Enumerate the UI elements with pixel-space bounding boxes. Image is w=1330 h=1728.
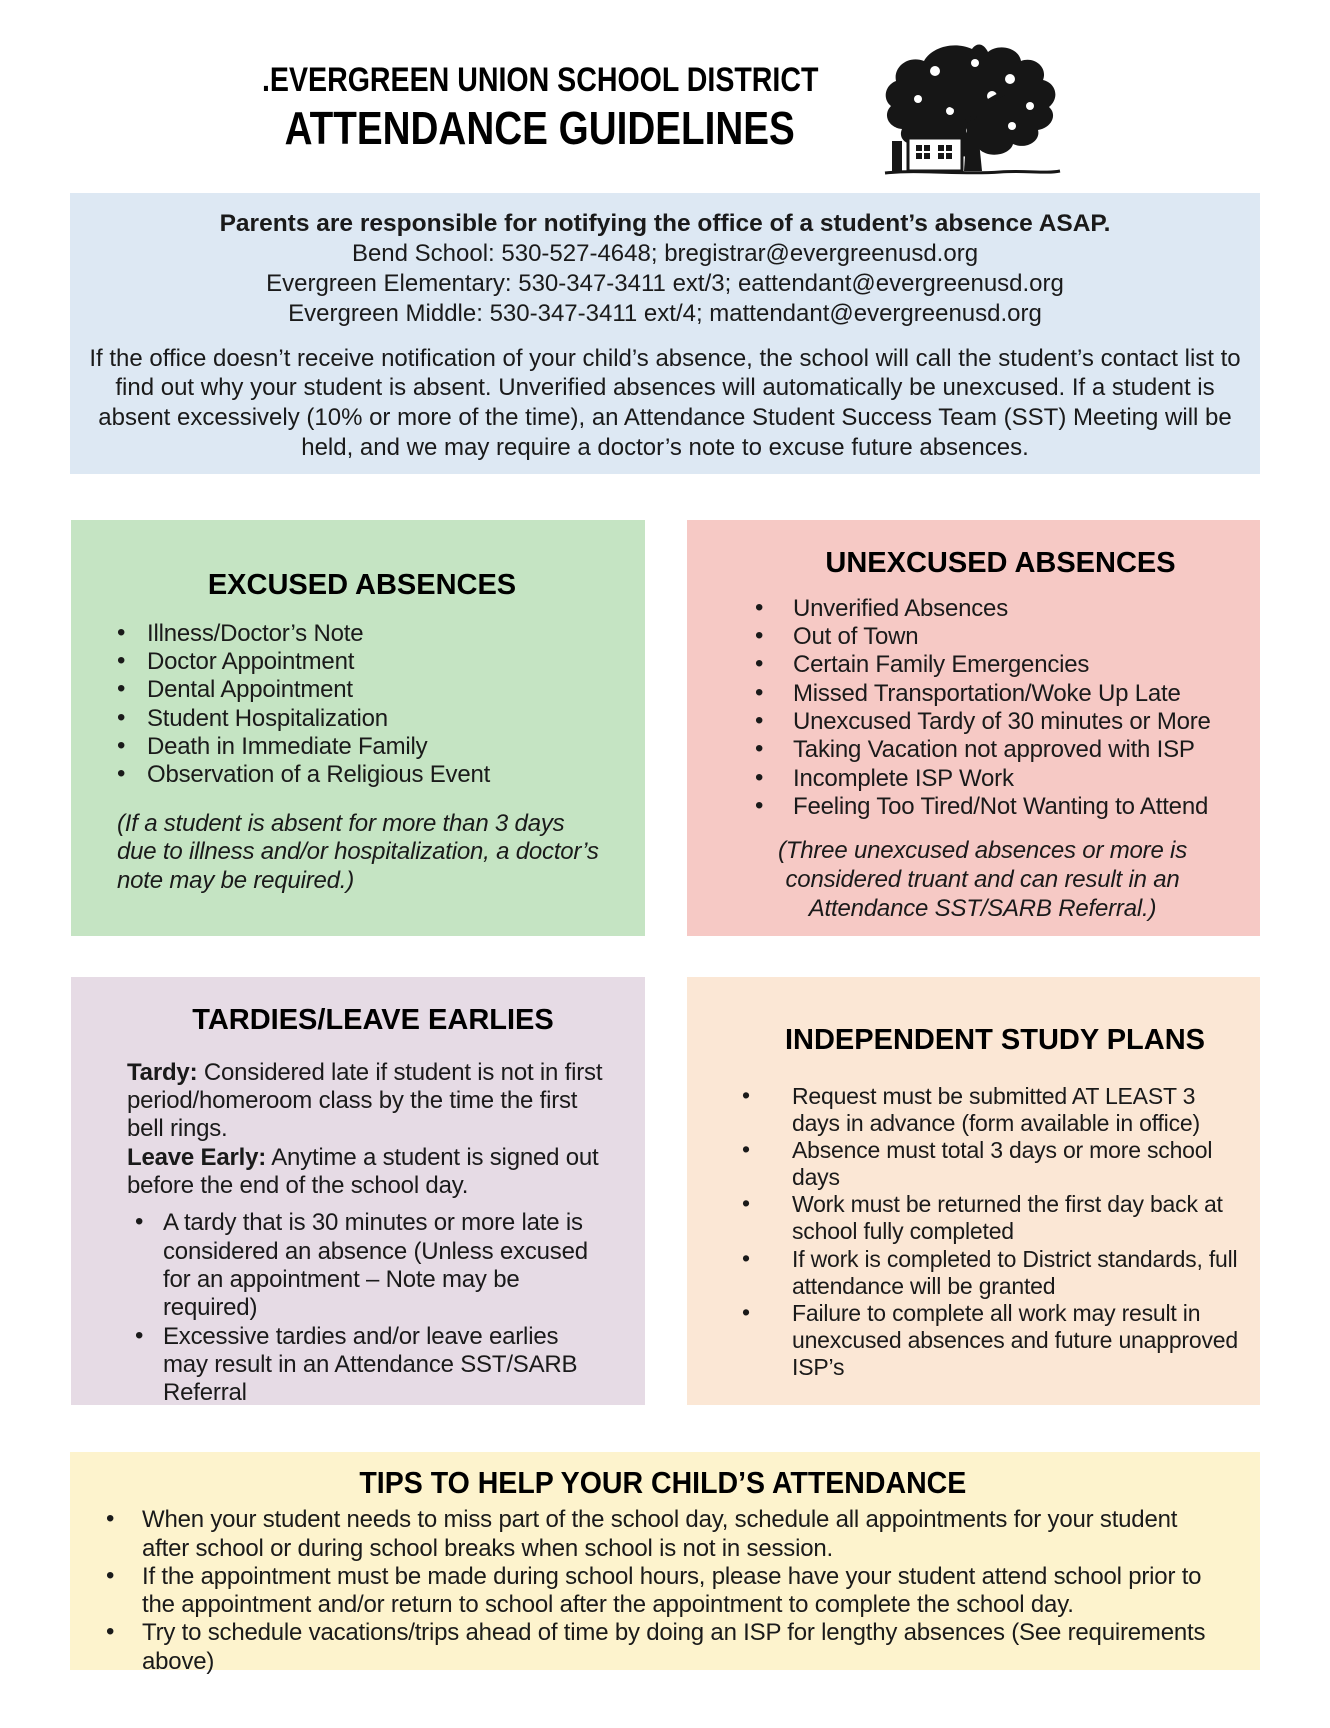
excused-item: • Observation of a Religious Event [117,761,607,789]
unexcused-item: • Out of Town [755,623,1246,651]
tardies-leave-earlies-panel [71,977,645,1405]
tardies-title: TARDIES/LEAVE EARLIES [192,1004,554,1036]
excused-item: • Illness/Doctor’s Note [117,620,607,648]
unexcused-item: • Unverified Absences [755,595,1246,623]
contact-line-middle: Evergreen Middle: 530-347-3411 ext/4; mattendant@evergreenusd.org [288,299,1042,327]
tardies-list [135,1209,619,1407]
excused-item: • Death in Immediate Family [117,733,607,761]
page-title-text: ATTENDANCE GUIDELINES [284,101,796,154]
isp-item: • Absence must total 3 days or more school days [742,1137,1248,1191]
notice-paragraph: If the office doesn’t receive notification of your child’s absence, the school will call the student’s contact list to find out why your student is absent. Unverified absences will automatically be unexcused. If a student is absent excessively (10% or more of the time), an Attendance Student Success Team (SST) Meeting will be held, and we may require a doctor’s note to excuse future absences. [89,344,1241,461]
tips-panel [70,1452,1260,1675]
excused-list [117,620,607,790]
unexcused-title: UNEXCUSED ABSENCES [825,547,1176,579]
excused-note: (If a student is absent for more than 3 days due to illness and/or hospitalization, a doctor’s note may be required.) [117,809,599,895]
leave-early-definition [127,1144,619,1201]
unexcused-item: • Unexcused Tardy of 30 minutes or More [755,708,1246,736]
excused-title: EXCUSED ABSENCES [207,569,517,601]
isp-item: • Failure to complete all work may result in unexcused absences and future unapproved ISP’s [742,1300,1248,1381]
tips-list [106,1506,1220,1676]
tips-item: • When your student needs to miss part of the school day, schedule all appointments for your student after school or during school breaks when school is not in session. [106,1506,1220,1563]
tips-title-text: TIPS TO HELP YOUR CHILD’S ATTENDANCE [359,1465,967,1500]
leave-early-term: Leave Early: [127,1143,267,1171]
tips-item: • If the appointment must be made during school hours, please have your student attend school prior to the appointment and/or return to school after the appointment to complete the school day. [106,1563,1220,1620]
leave-early-text: Anytime a student is signed out before the end of the school day. [127,1143,599,1200]
tardy-text: Considered late if student is not in first period/homeroom class by the time the first bell rings. [127,1058,603,1143]
unexcused-item: • Taking Vacation not approved with ISP [755,736,1246,764]
tardies-definitions [127,1059,619,1201]
tardy-definition [127,1059,619,1144]
isp-item: • Work must be returned the first day back at school fully completed [742,1191,1248,1245]
excused-item: • Student Hospitalization [117,705,607,733]
contact-line-bend: Bend School: 530-527-4648; bregistrar@evergreenusd.org [351,240,979,268]
tree-schoolhouse-logo-icon [880,40,1065,182]
contact-line-elementary: Evergreen Elementary: 530-347-3411 ext/3; eattendant@evergreenusd.org [266,270,1064,298]
unexcused-list [755,595,1246,822]
isp-item: • If work is completed to District standards, full attendance will be granted [742,1246,1248,1300]
notice-panel [70,193,1260,474]
isp-title: INDEPENDENT STUDY PLANS [784,1024,1206,1056]
notice-headline: Parents are responsible for notifying the office of a student’s absence ASAP. [219,210,1111,237]
excused-item: • Doctor Appointment [117,648,607,676]
excused-absences-panel [71,520,645,936]
unexcused-item: • Feeling Too Tired/Not Wanting to Attend [755,793,1246,821]
unexcused-absences-panel [687,520,1260,936]
tardies-item: • A tardy that is 30 minutes or more late is considered an absence (Unless excused for an appointment – Note may be required) [135,1209,619,1322]
tips-item: • Try to schedule vacations/trips ahead of time by doing an ISP for lengthy absences (See requirements above) [106,1619,1220,1676]
isp-item: • Request must be submitted AT LEAST 3 days in advance (form available in office) [742,1083,1248,1137]
unexcused-note: (Three unexcused absences or more is considered truant and can result in an Attendance SST/SARB Referral.) [777,837,1187,922]
district-title-text: .EVERGREEN UNION SCHOOL DISTRICT [261,61,819,99]
tips-title [106,1464,1220,1501]
independent-study-plans-panel [687,977,1260,1405]
unexcused-item: • Incomplete ISP Work [755,765,1246,793]
unexcused-item: • Certain Family Emergencies [755,651,1246,679]
tardies-item: • Excessive tardies and/or leave earlies may result in an Attendance SST/SARB Referral [135,1323,619,1408]
excused-item: • Dental Appointment [117,676,607,704]
tardy-term: Tardy: [127,1058,198,1086]
unexcused-item: • Missed Transportation/Woke Up Late [755,680,1246,708]
isp-list [742,1083,1248,1381]
